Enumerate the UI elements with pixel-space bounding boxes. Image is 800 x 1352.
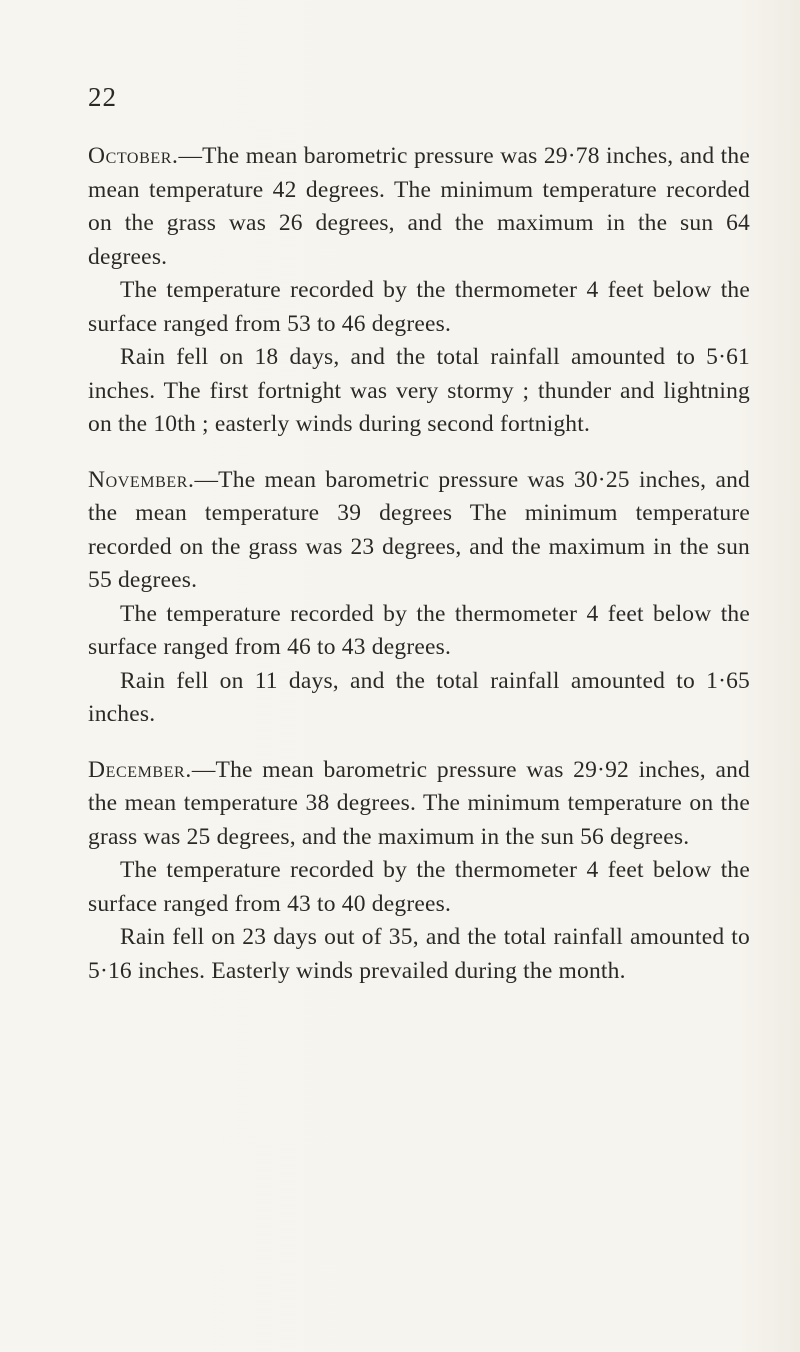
section-october-text-1: —The mean barometric pressure was 29·78 inches, and the mean temperature 42 degrees. The minimum temperature recorded on the grass was 26 degrees, and the maximum in the sun 64 degrees. [88,143,750,270]
page-body [88,140,750,1010]
section-october [88,140,750,442]
section-november [88,464,750,732]
section-november-text-1: —The mean barometric pressure was 30·25 inches, and the mean temperature 39 degrees The minimum temperature recorded on the grass was 23 degrees, and the maximum in the sun 55 degrees. [88,466,750,593]
month-heading-october: October. [88,143,179,169]
section-october-para-3: Rain fell on 18 days, and the total rainfall amounted to 5·61 inches. The first fortnight was very stormy ; thunder and lightning on the 10th ; easterly winds during second fortnight. [88,344,750,437]
page-number: 22 [88,82,117,112]
section-december-para-2: The temperature recorded by the thermometer 4 feet below the surface ranged from 43 to 40 degrees. [88,857,750,917]
section-december-para-1 [88,754,750,855]
section-october-para-2: The temperature recorded by the thermometer 4 feet below the surface ranged from 53 to 46 degrees. [88,277,750,337]
section-december [88,754,750,989]
section-december-text-1: —The mean barometric pressure was 29·92 inches, and the mean temperature 38 degrees. The minimum temperature on the grass was 25 degrees, and the maximum in the sun 56 degrees. [88,756,750,850]
section-november-para-3: Rain fell on 11 days, and the total rainfall amounted to 1·65 inches. [88,667,750,727]
month-heading-november: November. [88,466,195,493]
section-october-para-1 [88,140,750,274]
month-heading-december: December. [88,756,192,783]
section-november-para-1 [88,464,750,598]
section-december-para-3: Rain fell on 23 days out of 35, and the total rainfall amounted to 5·16 inches. Easterly winds prevailed during the month. [88,924,750,984]
section-november-para-2: The temperature recorded by the thermometer 4 feet below the surface ranged from 46 to 43 degrees. [88,600,750,660]
